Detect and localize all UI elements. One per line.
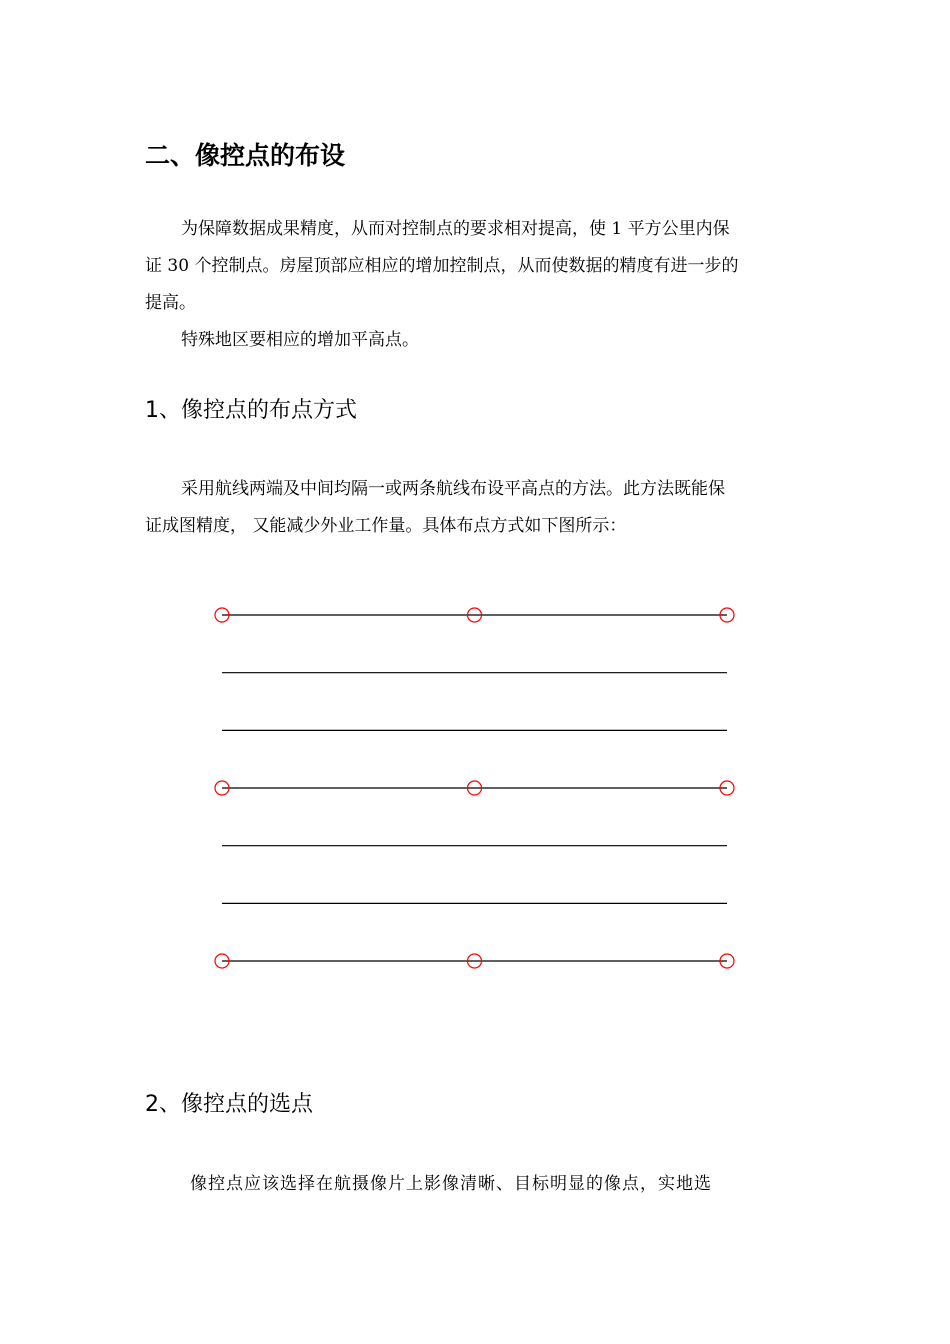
subsection-1-paragraph-line-2: 证成图精度， 又能减少外业工作量。具体布点方式如下图所示：	[145, 516, 627, 536]
intro-paragraph-1-line-3: 提高。	[145, 293, 196, 313]
subsection-1-title: 1、像控点的布点方式	[145, 398, 357, 423]
subsection-1-paragraph-line-1: 采用航线两端及中间均隔一或两条航线布设平高点的方法。此方法既能保	[181, 479, 725, 499]
intro-paragraph-2-line-1: 特殊地区要相应的增加平高点。	[181, 330, 419, 350]
subsection-2-paragraph-line-1: 像控点应该选择在航摄像片上影像清晰、目标明显的像点，实地选	[190, 1174, 712, 1194]
intro-paragraph-1-line-1: 为保障数据成果精度，从而对控制点的要求相对提高，使 1 平方公里内保	[181, 219, 730, 239]
subsection-2-title: 2、像控点的选点	[145, 1092, 313, 1117]
intro-paragraph-1-line-2: 证 30 个控制点。房屋顶部应相应的增加控制点，从而使数据的精度有进一步的	[145, 256, 739, 276]
section-title: 二、像控点的布设	[145, 141, 346, 170]
subsection-2-paragraph	[190, 1166, 810, 1203]
